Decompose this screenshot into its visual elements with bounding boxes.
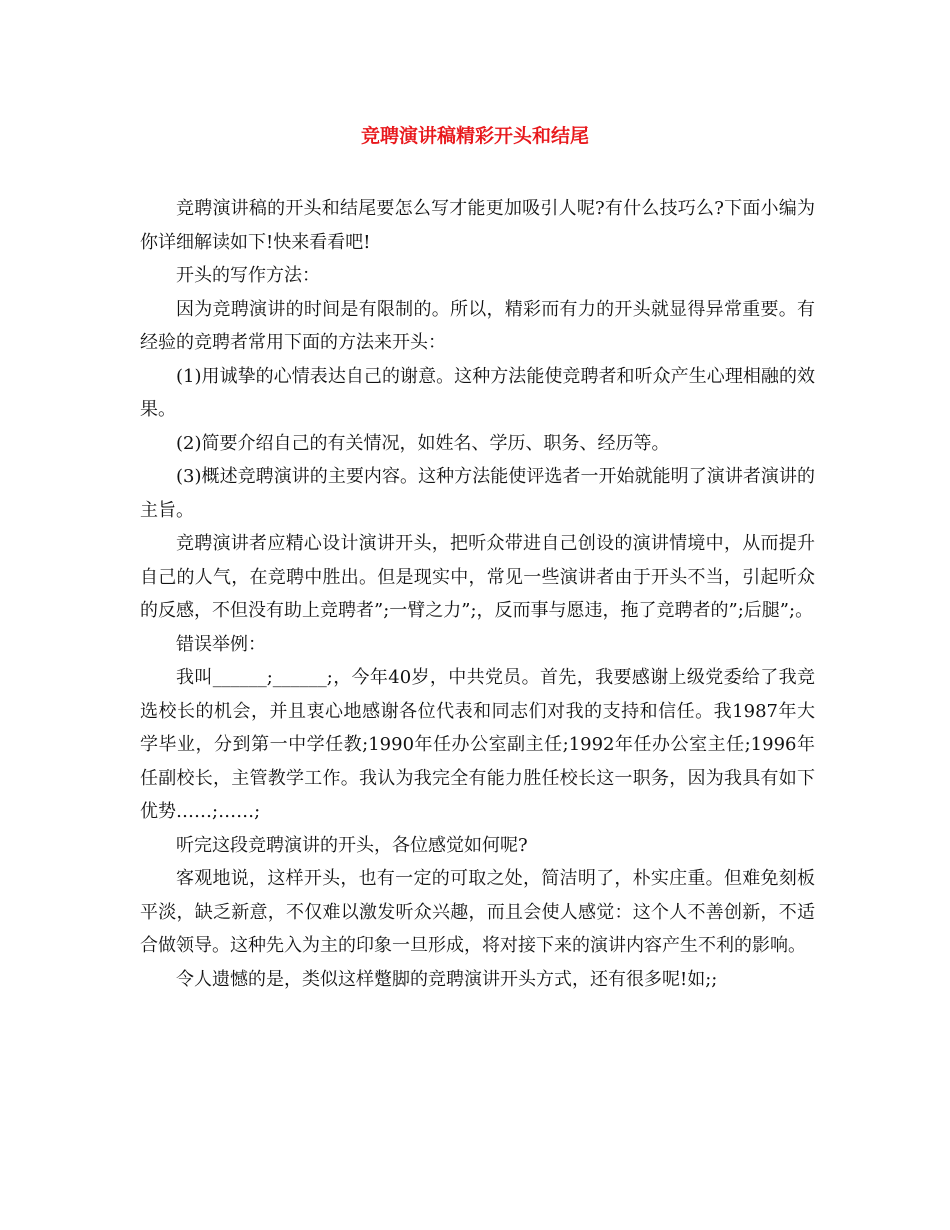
paragraph-analysis: 客观地说，这样开头，也有一定的可取之处，简洁明了，朴实庄重。但难免刻板平淡，缺乏新意，不仅难以激发听众兴趣，而且会使人感觉：这个人不善创新，不适合做领导。这种先入为主的印象一旦形成，将对接下来的演讲内容产生不利的影响。: [140, 868, 815, 956]
paragraph-time-limit: 因为竞聘演讲的时间是有限制的。所以，精彩而有力的开头就显得异常重要。有经验的竞聘者常用下面的方法来开头：: [140, 298, 815, 353]
document-title: 竞聘演讲稿精彩开头和结尾: [360, 125, 589, 147]
paragraph-method-3: (3)概述竞聘演讲的主要内容。这种方法能使评选者一开始就能明了演讲者演讲的主旨。: [140, 466, 815, 521]
paragraph-question: 听完这段竞聘演讲的开头，各位感觉如何呢?: [176, 834, 528, 856]
paragraph-regret: 令人遗憾的是，类似这样蹩脚的竞聘演讲开头方式，还有很多呢!如;;: [176, 968, 718, 990]
paragraph-heading-opening-method: 开头的写作方法：: [176, 265, 320, 286]
paragraph-design-opening: 竞聘演讲者应精心设计演讲开头，把听众带进自己创设的演讲情境中，从而提升自己的人气，在竞聘中胜出。但是现实中，常见一些演讲者由于开头不当，引起听众的反感，不但没有助上竞聘者”;一臂之力”;，反而事与愿违，拖了竞聘者的”;后腿”;。: [140, 533, 815, 621]
paragraph-method-2: (2)简要介绍自己的有关情况，如姓名、学历、职务、经历等。: [176, 432, 670, 454]
document-body: [140, 192, 815, 996]
paragraph-example-speech: 我叫______;______;，今年40岁，中共党员。首先，我要感谢上级党委给了我竞选校长的机会，并且衷心地感谢各位代表和同志们对我的支持和信任。我1987年大学毕业，分到第一中学任教;1990年任办公室副主任;1992年任办公室主任;1996年任副校长，主管教学工作。我认为我完全有能力胜任校长这一职务，因为我具有如下优势……;……;: [140, 667, 815, 822]
paragraph-intro: 竞聘演讲稿的开头和结尾要怎么写才能更加吸引人呢?有什么技巧么?下面小编为你详细解读如下!快来看看吧!: [140, 198, 815, 253]
paragraph-heading-wrong-example: 错误举例：: [176, 633, 266, 655]
paragraph-method-1: (1)用诚挚的心情表达自己的谢意。这种方法能使竞聘者和听众产生心理相融的效果。: [140, 365, 815, 420]
